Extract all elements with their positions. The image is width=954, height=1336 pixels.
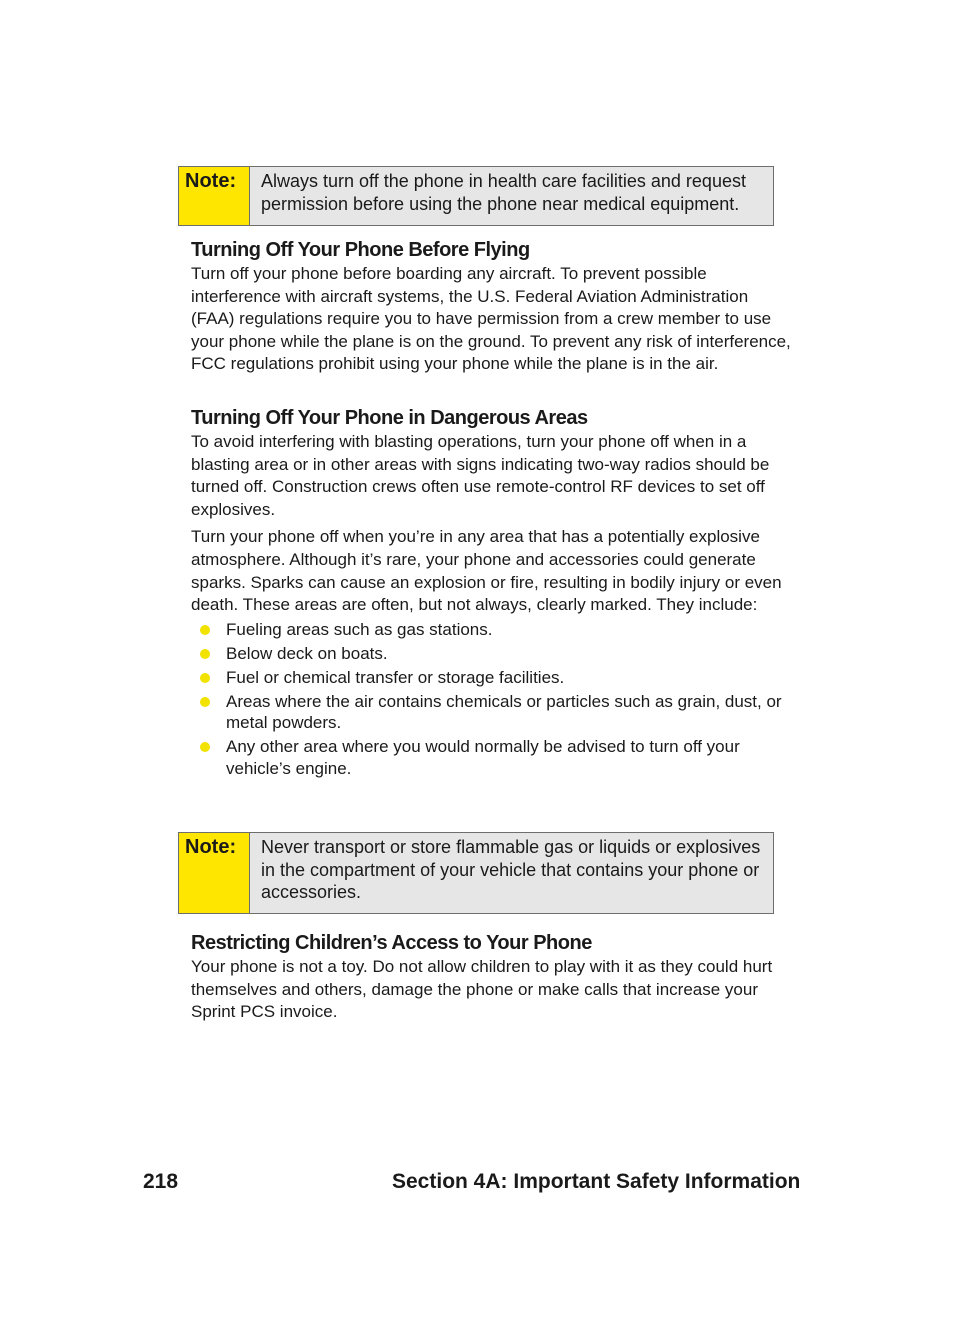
note-box-flammable <box>178 832 774 914</box>
list-item: Any other area where you would normally be advised to turn off your vehicle’s engine. <box>191 736 791 779</box>
section-heading: Turning Off Your Phone Before Flying <box>191 239 530 261</box>
list-item: Areas where the air contains chemicals or particles such as grain, dust, or metal powders. <box>191 691 791 734</box>
section-body: Turn off your phone before boarding any aircraft. To prevent possible interference with aircraft systems, the U.S. Federal Aviation Administration (FAA) regulations require you to have permission from a crew member to use your phone while the plane is on the ground. To prevent any risk of interference, FCC regulations prohibit using your phone while the plane is in the air. <box>191 264 791 374</box>
page-number: 218 <box>143 1170 179 1193</box>
note-label: Note: <box>179 167 250 225</box>
bullet-icon <box>200 673 210 683</box>
section-body: Turn your phone off when you’re in any area that has a potentially explosive atmosphere. Although it’s rare, your phone and accessories could generate sparks. Sparks can cause an explosion or fire, resulting in bodily injury or even death. These areas are often, but not always, clearly marked. They include: <box>191 527 782 615</box>
section-flying <box>191 237 791 376</box>
section-body: Your phone is not a toy. Do not allow children to play with it as they could hurt themselves and others, damage the phone or make calls that increase your Sprint PCS invoice. <box>191 957 773 1022</box>
note-label: Note: <box>179 833 250 913</box>
note-box-medical <box>178 166 774 226</box>
section-dangerous-areas <box>191 405 791 782</box>
hazard-list <box>191 619 791 780</box>
section-body: To avoid interfering with blasting operations, turn your phone off when in a blasting area or in other areas with signs indicating two-way radios should be turned off. Construction crews often use remote-control RF devices to set off explosives. <box>191 432 770 519</box>
note-text: Always turn off the phone in health care facilities and request permission before using the phone near medical equipment. <box>261 171 746 214</box>
bullet-icon <box>200 742 210 752</box>
note-text: Never transport or store flammable gas or liquids or explosives in the compartment of your vehicle that contains your phone or accessories. <box>261 837 761 902</box>
section-heading: Turning Off Your Phone in Dangerous Areas <box>191 407 588 429</box>
list-item: Fuel or chemical transfer or storage facilities. <box>191 667 791 689</box>
section-children <box>191 930 791 1024</box>
section-heading: Restricting Children’s Access to Your Phone <box>191 932 592 954</box>
list-item: Below deck on boats. <box>191 643 791 665</box>
list-item: Fueling areas such as gas stations. <box>191 619 791 641</box>
footer-section-title: Section 4A: Important Safety Information <box>392 1170 801 1193</box>
bullet-icon <box>200 697 210 707</box>
bullet-icon <box>200 625 210 635</box>
bullet-icon <box>200 649 210 659</box>
